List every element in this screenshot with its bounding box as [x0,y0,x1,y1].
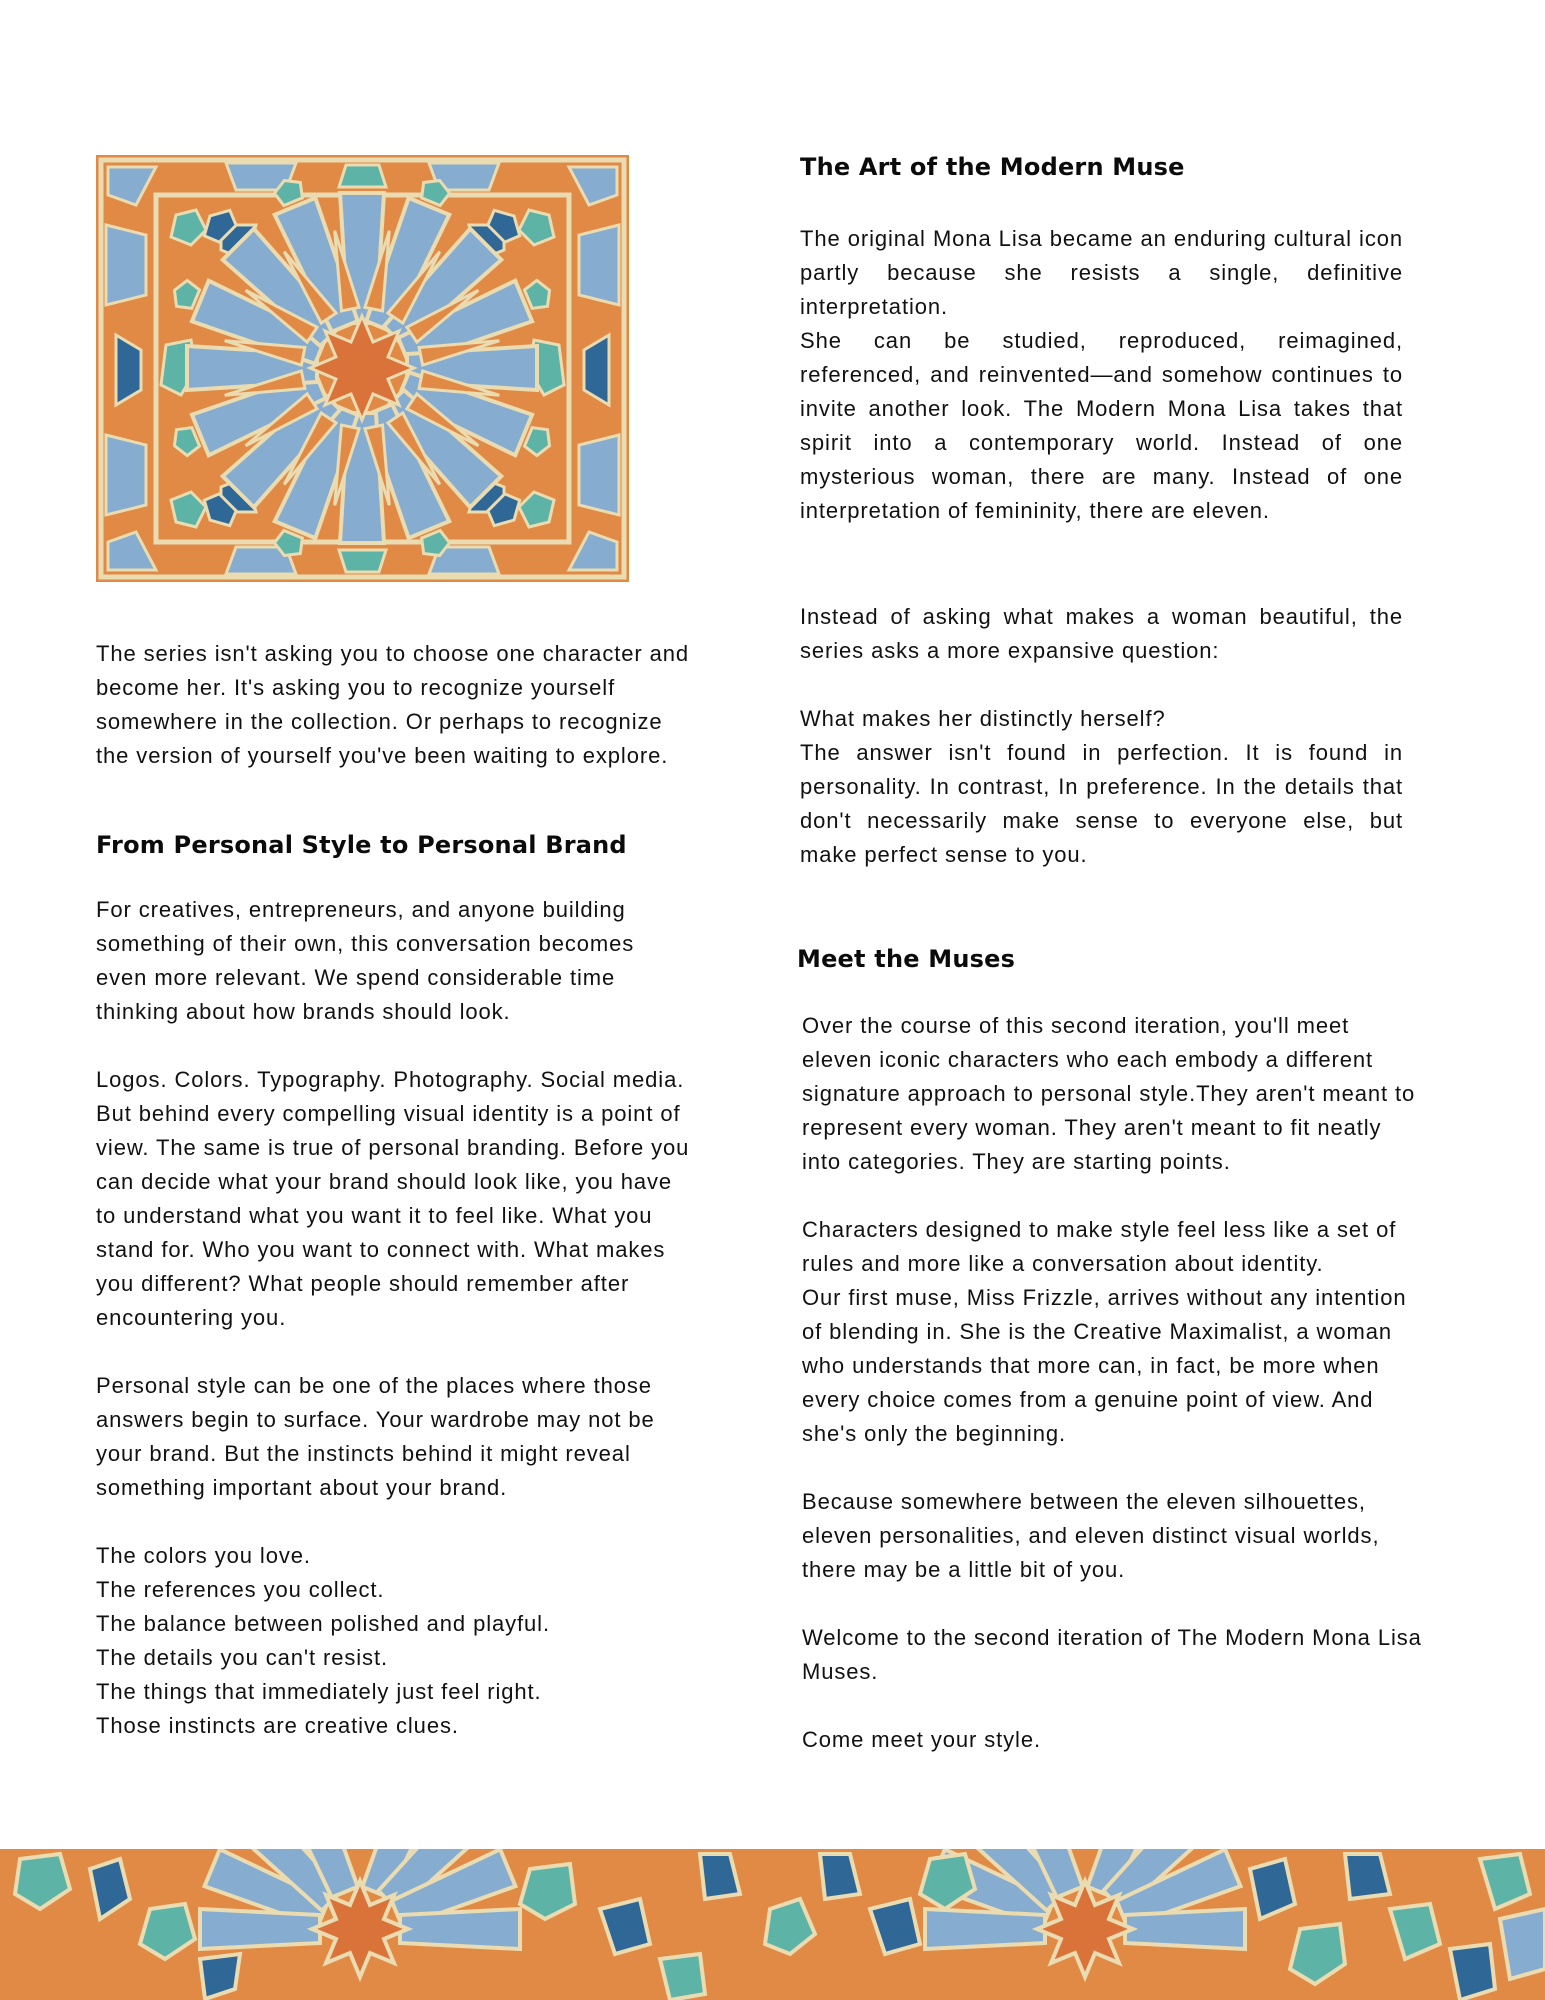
section-heading-personal-brand: From Personal Style to Personal Brand [96,831,627,859]
body-paragraph: The answer isn't found in perfection. It is found in personality. In contrast, In preference. In the details that don't necessarily make sense to everyone else, but make perfect sense to you. [800,740,1403,867]
right-heading-block [800,150,1405,184]
list-item: The things that immediately just feel right. [96,1679,542,1704]
tile-pattern-band [0,1849,1545,2000]
body-paragraph: For creatives, entrepreneurs, and anyone building something of their own, this conversation becomes even more relevant. We spend considerable time thinking about how brands should look. [96,897,635,1024]
body-paragraph: Instead of asking what makes a woman beautiful, the series asks a more expansive question: [800,604,1403,663]
body-paragraph: What makes her distinctly herself? [800,706,1166,731]
body-paragraph: Personal style can be one of the places where those answers begin to surface. Your wardrobe may not be your brand. But the instincts behind it might reveal something important about your brand. [96,1373,655,1500]
right-body-1 [800,222,1403,528]
section-heading-meet-muses: Meet the Muses [797,945,1016,973]
body-paragraph: She can be studied, reproduced, reimagined, referenced, and reinvented—and somehow continues to invite another look. The Modern Mona Lisa takes that spirit into a contemporary world. Instead of one mysterious woman, there are many. Instead of one interpretation of femininity, there are eleven. [800,328,1403,523]
intro-paragraph: The series isn't asking you to choose one character and become her. It's asking you to recognize yourself somewhere in the collection. Or perhaps to recognize the version of yourself you've been waiting to explore. [96,641,690,768]
body-paragraph: Over the course of this second iteration, you'll meet eleven iconic characters who each embody a different signature approach to personal style.They aren't meant to represent every woman. They aren't meant to fit neatly into categories. They are starting points. [802,1013,1416,1174]
closing-line: Come meet your style. [802,1727,1041,1752]
list-item: The references you collect. [96,1577,385,1602]
body-paragraph: Logos. Colors. Typography. Photography. Social media. [96,1067,685,1092]
list-item: Those instincts are creative clues. [96,1713,459,1738]
body-paragraph: The original Mona Lisa became an enduring cultural icon partly because she resists a single, definitive interpretation. [800,226,1403,319]
list-item: The balance between polished and playful. [96,1611,550,1636]
body-paragraph: Because somewhere between the eleven silhouettes, eleven personalities, and eleven distinct visual worlds, there may be a little bit of you. [802,1489,1380,1582]
right-heading-block-2 [797,942,1402,976]
list-item: The details you can't resist. [96,1645,388,1670]
list-item: The colors you love. [96,1543,311,1568]
body-paragraph: But behind every compelling visual identity is a point of view. The same is true of personal branding. Before you can decide what your brand should look like, you have to understand what you want it to feel like. What you stand for. Who you want to connect with. What makes you different? What people should remember after encountering you. [96,1101,690,1330]
body-paragraph: Characters designed to make style feel less like a set of rules and more like a conversation about identity. [802,1217,1397,1276]
right-body-2 [800,600,1403,872]
body-paragraph: Welcome to the second iteration of The Modern Mona Lisa Muses. [802,1625,1422,1684]
body-paragraph: Our first muse, Miss Frizzle, arrives without any intention of blending in. She is the Creative Maximalist, a woman who understands that more can, in fact, be more when every choice comes from a genuine point of view. And she's only the beginning. [802,1285,1407,1446]
section-heading-modern-muse: The Art of the Modern Muse [800,153,1185,181]
tile-pattern-image [96,155,629,582]
instincts-list [96,1539,692,1743]
left-column [96,637,692,773]
left-body [96,893,692,1743]
left-section [96,828,692,862]
right-body-3 [802,1009,1422,1757]
